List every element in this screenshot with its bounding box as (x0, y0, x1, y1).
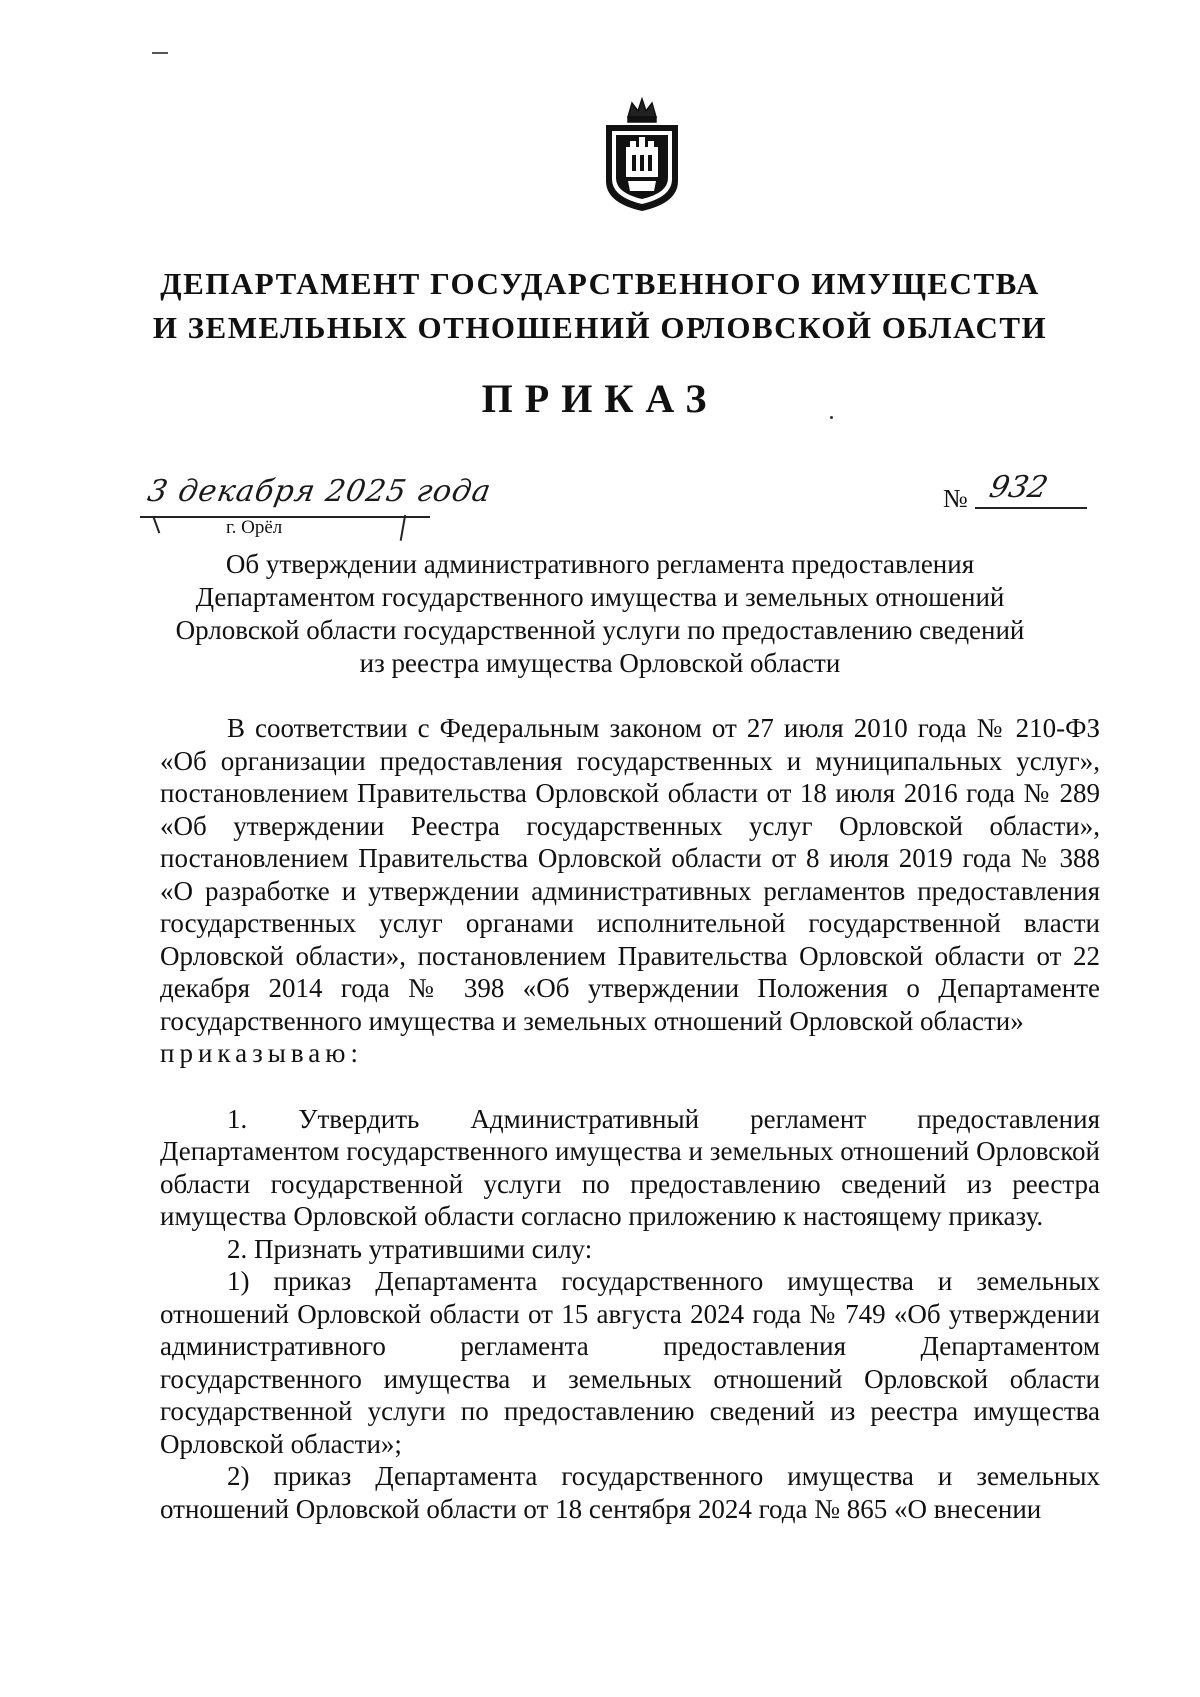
order-subject (160, 548, 1040, 680)
coat-of-arms-emblem (598, 95, 686, 215)
subject-line: из реестра имущества Орловской области (359, 648, 841, 678)
order-item-2: 2. Признать утратившими силу: (227, 1233, 593, 1264)
subject-line: Департаментом государственного имущества и земельных отношений (195, 582, 1005, 612)
order-item-2-1: 1) приказ Департамента государственного имущества и земельных отношений Орловской области от 15 августа 2024 года № 749 «Об утверждении административного регламента предоставления Департаментом государственного имущества и земельных отношений Орловской области государственной услуги по предоставлению сведений из реестра имущества Орловской области»; (160, 1266, 1100, 1459)
organization-name (100, 262, 1100, 350)
number-underline (975, 507, 1087, 509)
preamble-paragraph: В соответствии с Федеральным законом от 27 июля 2010 года № 210-ФЗ «Об организации предоставления государственных и муниципальных услуг», постановлением Правительства Орловской области от 18 июля 2016 года № 289 «Об утверждении Реестра государственных услуг Орловской области», постановлением Правительства Орловской области от 8 июля 2019 года № 388 «О разработке и утверждении административных регламентов предоставления государственных услуг органами исполнительной государственной власти Орловской области», постановлением Правительства Орловской области от 22 декабря 2014 года № 398 «Об утверждении Положения о Департаменте государственного имущества и земельных отношений Орловской области» (160, 713, 1100, 1036)
command-word: приказываю: (160, 1038, 363, 1068)
number-label: № (943, 484, 968, 513)
scan-mark (152, 52, 168, 54)
organization-line-1: ДЕПАРТАМЕНТ ГОСУДАРСТВЕННОГО ИМУЩЕСТВА (160, 266, 1040, 301)
subject-line: Орловской области государственной услуги по предоставлению сведений (175, 615, 1025, 645)
handwritten-number: 932 (986, 470, 1051, 505)
document-type-title: ПРИКАЗ (481, 376, 719, 421)
order-item-1: 1. Утвердить Административный регламент предоставления Департаментом государственного имущества и земельных отношений Орловской области государственной услуги по предоставлению сведений из реестра имущества Орловской области согласно приложению к настоящему приказу. (160, 1103, 1100, 1231)
date-underline (140, 516, 430, 518)
subject-line: Об утверждении административного регламента предоставления (225, 549, 975, 579)
city-label: г. Орёл (226, 517, 283, 538)
organization-line-2: И ЗЕМЕЛЬНЫХ ОТНОШЕНИЙ ОРЛОВСКОЙ ОБЛАСТИ (152, 310, 1048, 345)
order-body (160, 712, 1100, 1525)
handwritten-date: 3 декабря 2025 года (144, 474, 495, 509)
order-item-2-2: 2) приказ Департамента государственного имущества и земельных отношений Орловской области от 18 сентября 2024 года № 865 «О внесении (160, 1461, 1100, 1524)
